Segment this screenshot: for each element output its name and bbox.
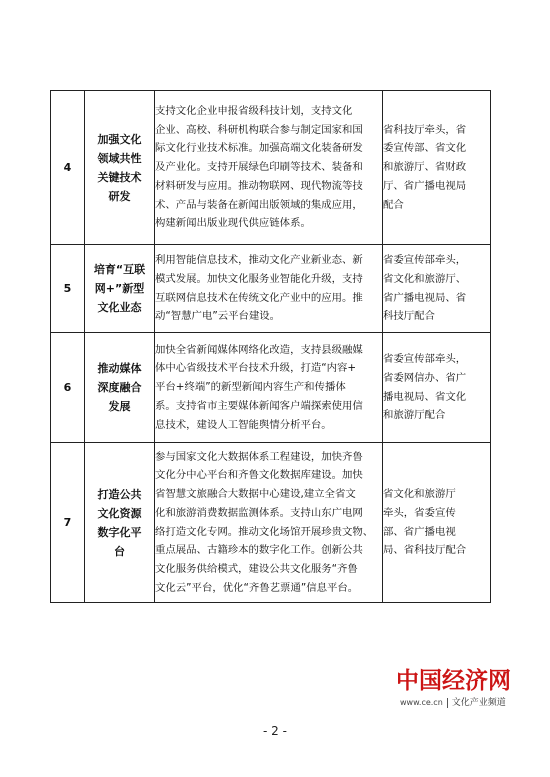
logo-subtitle: [400, 695, 506, 708]
row-number: 4: [51, 91, 85, 245]
channel-name: 文化产业频道: [451, 698, 506, 708]
table-row: [51, 443, 491, 603]
row-number: 7: [51, 443, 85, 603]
row-number: 5: [51, 245, 85, 333]
responsible-departments: 省科技厅牵头，省 委宣传部、省文化 和旅游厅、省财政 厅、省广播电视局 配合: [383, 91, 491, 245]
divider: [447, 698, 448, 708]
task-title: 培育“互联 网+”新型 文化业态: [85, 245, 155, 333]
table-row: [51, 245, 491, 333]
responsible-departments: 省委宣传部牵头， 省委网信办、省广 播电视局、省文化 和旅游厅配合: [383, 333, 491, 443]
row-number: 6: [51, 333, 85, 443]
table-row: [51, 91, 491, 245]
task-title: 打造公共 文化资源 数字化平 台: [85, 443, 155, 603]
responsible-departments: 省文化和旅游厅 牵头，省委宣传 部、省广播电视 局、省科技厅配合: [383, 443, 491, 603]
task-description: 支持文化企业申报省级科技计划，支持文化 企业、高校、科研机构联合参与制定国家和国 际文化行业技术标准。加强高端文化装备研发 及产业化。支持开展绿色印刷等技术、装备和 材料研发与应用。推动物联网、现代物流等技 术、产品与装备在新闻出版领域的集成应用， 构建新闻出版业现代供应链体系。: [155, 91, 383, 245]
task-title: 加强文化 领域共性 关键技术 研发: [85, 91, 155, 245]
responsible-departments: 省委宣传部牵头， 省文化和旅游厅、 省广播电视局、省 科技厅配合: [383, 245, 491, 333]
page-number: - 2 -: [263, 724, 287, 738]
site-url: www.ce.cn: [400, 698, 443, 707]
task-description: 利用智能信息技术，推动文化产业新业态、新 模式发展。加快文化服务业智能化升级，支持 互联网信息技术在传统文化产业中的应用。推 动“智慧广电”云平台建设。: [155, 245, 383, 333]
task-description: 参与国家文化大数据体系工程建设，加快齐鲁 文化分中心平台和齐鲁文化数据库建设。加快 省智慧文旅融合大数据中心建设,建立全省文 化和旅游消费数据监测体系。支持山东广电网 络打造文化专网。推动文化场馆开展珍贵文物、 重点展品、古籍珍本的数字化工作。创新公共 文化服务供给模式，建设公共文化服务“齐鲁 文化云”平台，优化“齐鲁艺票通”信息平台。: [155, 443, 383, 603]
task-table: [50, 90, 491, 603]
logo-wordmark: 中国经济网: [396, 667, 511, 694]
task-title: 推动媒体 深度融合 发展: [85, 333, 155, 443]
task-description: 加快全省新闻媒体网络化改造，支持县级融媒 体中心省级技术平台技术升级，打造“内容+ 平台+终端”的新型新闻内容生产和传播体 系。支持省市主要媒体新闻客户端探索使用信 息技术，建设人工智能舆情分析平台。: [155, 333, 383, 443]
ce-cn-logo: [396, 662, 511, 695]
table-row: [51, 333, 491, 443]
